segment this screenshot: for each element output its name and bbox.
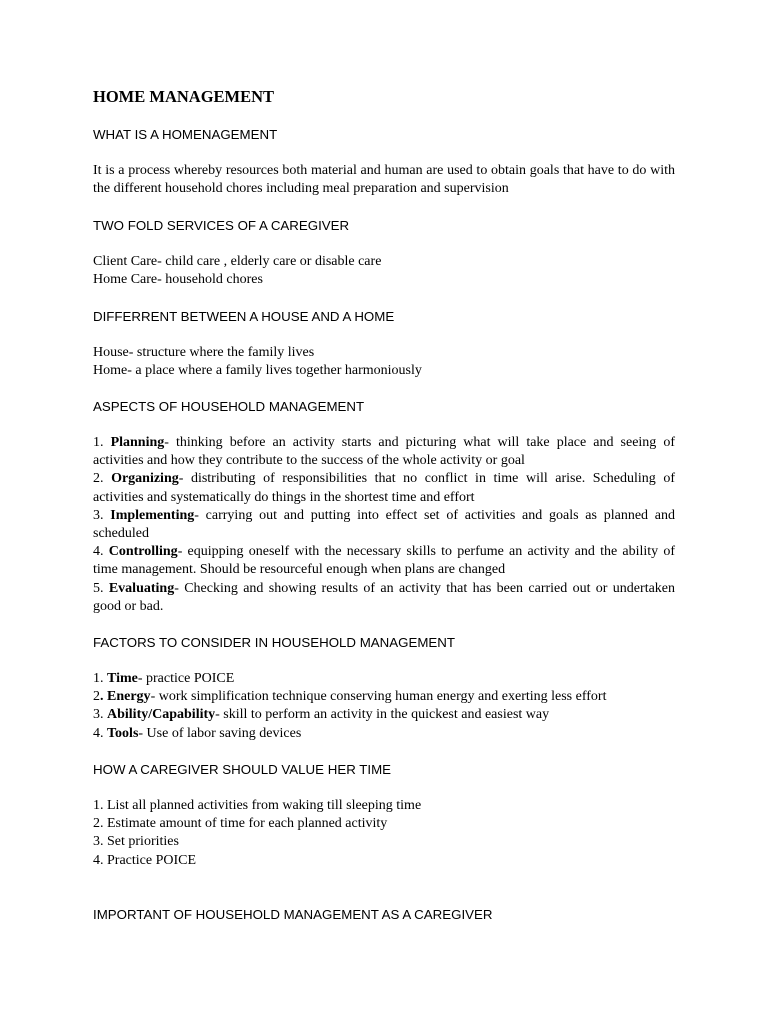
factors-list: [93, 670, 675, 743]
item-number: 2.: [93, 471, 112, 487]
item-text: - practice POICE: [137, 671, 235, 686]
list-item: 2. Estimate amount of time for each planned activity: [93, 816, 388, 832]
item-term: Time: [107, 671, 138, 686]
list-item: Home- a place where a family lives together harmoniously: [93, 363, 422, 379]
list-item: [93, 507, 675, 543]
section-heading-factors: FACTORS TO CONSIDER IN HOUSEHOLD MANAGEMENT: [93, 635, 456, 650]
section-heading-aspects: ASPECTS OF HOUSEHOLD MANAGEMENT: [93, 399, 365, 414]
item-text: - distributing of responsibilities that no conflict in time will arise. Scheduling of activities and systematically do things in the shortest time and effort: [93, 471, 675, 505]
list-item: House- structure where the family lives: [93, 345, 315, 360]
item-number: 4.: [93, 544, 109, 560]
list-item: [93, 688, 675, 706]
item-text: - Checking and showing results of an activity that has been carried out or undertaken good or bad.: [93, 580, 676, 614]
list-item: 1. List all planned activities from waking till sleeping time: [93, 798, 422, 813]
item-number: 5.: [93, 580, 109, 596]
item-term: Ability/Capability: [107, 707, 216, 723]
section-heading-house-vs-home: DIFFERRENT BETWEEN A HOUSE AND A HOME: [93, 309, 395, 324]
item-number: 1.: [93, 435, 111, 450]
item-number: 2: [93, 689, 100, 705]
item-text: - carrying out and putting into effect set of activities and goals as planned and scheduled: [93, 507, 676, 542]
section-body-what-is: It is a process whereby resources both material and human are used to obtain goals that have to do with the different household chores including meal preparation and supervision: [93, 163, 675, 197]
item-text: - Use of labor saving devices: [138, 725, 302, 741]
item-term: Evaluating: [108, 580, 175, 596]
item-number: 3.: [93, 507, 111, 523]
list-item: [93, 543, 675, 579]
aspects-list: [93, 434, 675, 616]
item-term: Organizing: [111, 471, 179, 487]
item-number: 3.: [93, 707, 107, 723]
section-heading-importance: IMPORTANT OF HOUSEHOLD MANAGEMENT AS A CAREGIVER: [93, 907, 493, 922]
list-item: [93, 706, 675, 724]
section-heading-value-time: HOW A CAREGIVER SHOULD VALUE HER TIME: [93, 762, 392, 777]
value-time-list: [93, 797, 675, 870]
document-title: HOME MANAGEMENT: [93, 87, 275, 106]
caregiver-services-list: [93, 253, 675, 289]
house-vs-home-list: [93, 344, 675, 380]
list-item: [93, 670, 675, 688]
item-term: Implementing: [110, 507, 195, 523]
item-term: . Energy: [100, 689, 151, 705]
list-item: [93, 470, 675, 506]
section-heading-caregiver-services: TWO FOLD SERVICES OF A CAREGIVER: [93, 218, 350, 233]
item-term: Tools: [107, 725, 139, 741]
item-number: 4.: [93, 725, 107, 741]
list-item: Home Care- household chores: [93, 272, 263, 288]
item-term: Controlling: [108, 544, 178, 560]
item-number: 1.: [93, 671, 107, 686]
list-item: Client Care- child care , elderly care or disable care: [93, 254, 382, 269]
item-text: - equipping oneself with the necessary skills to perfume an activity and the ability of time management. Should be resourceful enough when plans are changed: [93, 544, 675, 578]
item-text: - skill to perform an activity in the quickest and easiest way: [215, 707, 550, 723]
list-item: [93, 434, 675, 470]
list-item: [93, 725, 675, 743]
list-item: 3. Set priorities: [93, 834, 179, 850]
item-text: - work simplification technique conserving human energy and exerting less effort: [150, 689, 607, 705]
section-heading-what-is: WHAT IS A HOMENAGEMENT: [93, 127, 278, 142]
list-item: 4. Practice POICE: [93, 852, 197, 868]
list-item: [93, 580, 675, 616]
item-term: Planning: [110, 435, 165, 450]
item-text: - thinking before an activity starts and picturing what will take place and seeing of activities and how they contribute to the success of the whole activity or goal: [93, 435, 676, 469]
